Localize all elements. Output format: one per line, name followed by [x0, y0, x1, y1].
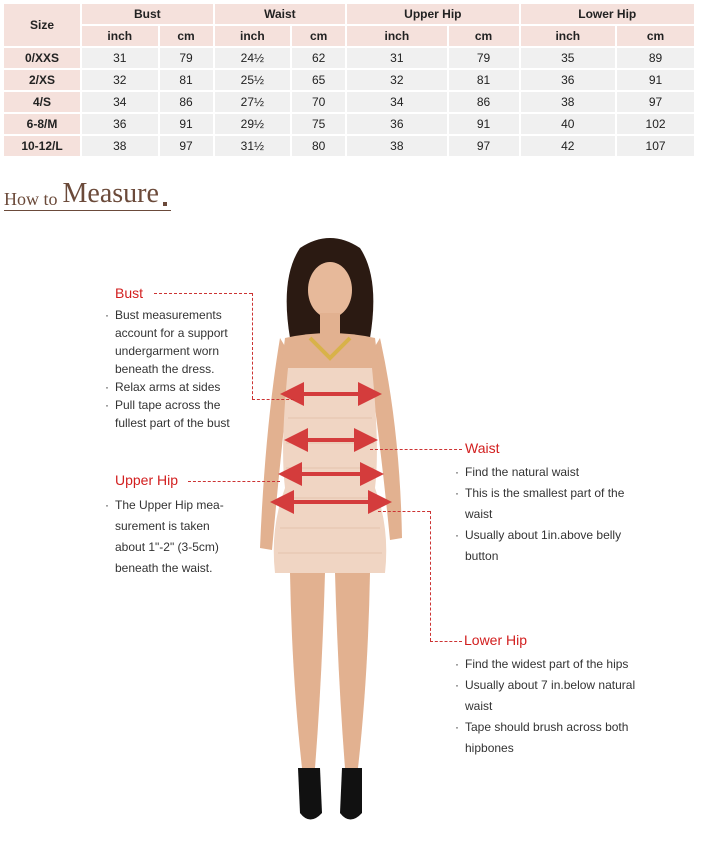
table-row [4, 92, 694, 112]
table-cell: 79 [160, 48, 213, 68]
size-cell: 10-12/L [4, 136, 80, 156]
waist-note-line: · Find the natural waist [455, 462, 624, 483]
table-cell: 70 [292, 92, 345, 112]
table-cell: 91 [160, 114, 213, 134]
unit-header: inch [82, 26, 158, 46]
waist-leader-line [370, 449, 462, 450]
bust-leader-line [252, 293, 253, 399]
bust-note-line: · Bust measurements [105, 306, 230, 324]
table-cell: 38 [521, 92, 616, 112]
bust-note-line: · Pull tape across the [105, 396, 230, 414]
table-cell: 36 [82, 114, 158, 134]
model-right-leg [335, 573, 370, 768]
bust-label: Bust [115, 285, 144, 301]
bust-notes [105, 306, 230, 432]
table-row [4, 114, 694, 134]
lower-hip-note-line: waist [465, 699, 493, 713]
table-cell: 24½ [215, 48, 291, 68]
upper-hip-note-line: about 1"-2" (3-5cm) [115, 540, 219, 554]
title-big-text: Measure [62, 178, 159, 209]
waist-note-line: · This is the smallest part of the [455, 483, 624, 504]
unit-header: inch [521, 26, 616, 46]
group-header-lower-hip: Lower Hip [521, 4, 694, 24]
table-cell: 62 [292, 48, 345, 68]
table-cell: 38 [82, 136, 158, 156]
lower-hip-leader-line [430, 511, 431, 641]
unit-header: cm [449, 26, 519, 46]
table-cell: 91 [449, 114, 519, 134]
upper-hip-label: Upper Hip [115, 472, 179, 488]
unit-header: cm [292, 26, 345, 46]
unit-header: cm [617, 26, 694, 46]
lower-hip-leader-line [430, 641, 462, 642]
lower-hip-note-line: · Find the widest part of the hips [455, 654, 635, 675]
size-cell: 0/XXS [4, 48, 80, 68]
unit-header: inch [215, 26, 291, 46]
table-row [4, 70, 694, 90]
size-header: Size [4, 4, 80, 46]
table-cell: 36 [521, 70, 616, 90]
group-header-bust: Bust [82, 4, 213, 24]
table-cell: 25½ [215, 70, 291, 90]
bust-leader-line [252, 399, 294, 400]
table-cell: 35 [521, 48, 616, 68]
upper-hip-note-line: surement is taken [115, 519, 210, 533]
title-small-text: How to [4, 189, 58, 209]
table-cell: 65 [292, 70, 345, 90]
table-cell: 42 [521, 136, 616, 156]
table-cell: 97 [160, 136, 213, 156]
table-cell: 36 [347, 114, 446, 134]
table-cell: 91 [617, 70, 694, 90]
model-left-shoe [298, 768, 322, 820]
table-cell: 80 [292, 136, 345, 156]
table-cell: 34 [82, 92, 158, 112]
unit-header: inch [347, 26, 446, 46]
waist-note-line: · Usually about 1in.above belly [455, 525, 624, 546]
table-cell: 34 [347, 92, 446, 112]
table-row [4, 136, 694, 156]
table-cell: 102 [617, 114, 694, 134]
bust-note-line: fullest part of the bust [115, 416, 230, 430]
bust-note-line: undergarment worn [115, 344, 220, 358]
table-cell: 38 [347, 136, 446, 156]
table-cell: 75 [292, 114, 345, 134]
model-left-leg [290, 573, 325, 768]
bust-note-line: beneath the dress. [115, 362, 215, 376]
table-cell: 27½ [215, 92, 291, 112]
model-face [308, 262, 352, 318]
unit-header: cm [160, 26, 213, 46]
how-to-measure-title [4, 178, 171, 211]
group-header-waist: Waist [215, 4, 346, 24]
lower-hip-leader-line [378, 511, 430, 512]
table-cell: 97 [617, 92, 694, 112]
bust-note-line: account for a support [115, 326, 228, 340]
table-cell: 97 [449, 136, 519, 156]
waist-label: Waist [465, 440, 500, 456]
upper-hip-note-line: beneath the waist. [115, 561, 213, 575]
lower-hip-note-line: · Tape should brush across both [455, 717, 635, 738]
lower-hip-note-line: hipbones [465, 741, 514, 755]
upper-hip-note-line: · The Upper Hip mea- [105, 495, 224, 516]
waist-note-line: button [465, 549, 499, 563]
title-end-marker [163, 202, 167, 206]
table-cell: 81 [449, 70, 519, 90]
size-chart-table [2, 2, 696, 158]
table-cell: 79 [449, 48, 519, 68]
lower-hip-label: Lower Hip [464, 632, 528, 648]
table-cell: 32 [82, 70, 158, 90]
table-cell: 86 [160, 92, 213, 112]
waist-note-line: waist [465, 507, 493, 521]
size-cell: 6-8/M [4, 114, 80, 134]
table-cell: 81 [160, 70, 213, 90]
lower-hip-note-line: · Usually about 7 in.below natural [455, 675, 635, 696]
model-figure [230, 228, 430, 828]
table-cell: 107 [617, 136, 694, 156]
table-cell: 86 [449, 92, 519, 112]
table-cell: 31½ [215, 136, 291, 156]
size-cell: 4/S [4, 92, 80, 112]
bust-leader-line [154, 293, 252, 294]
table-cell: 32 [347, 70, 446, 90]
upper-hip-leader-line [188, 481, 280, 482]
table-cell: 31 [347, 48, 446, 68]
table-row [4, 48, 694, 68]
waist-notes [455, 462, 624, 567]
upper-hip-notes [105, 495, 224, 579]
table-cell: 31 [82, 48, 158, 68]
table-cell: 29½ [215, 114, 291, 134]
bust-note-line: · Relax arms at sides [105, 378, 230, 396]
model-right-shoe [340, 768, 362, 820]
lower-hip-notes [455, 654, 635, 759]
table-cell: 89 [617, 48, 694, 68]
size-cell: 2/XS [4, 70, 80, 90]
table-cell: 40 [521, 114, 616, 134]
group-header-upper-hip: Upper Hip [347, 4, 518, 24]
